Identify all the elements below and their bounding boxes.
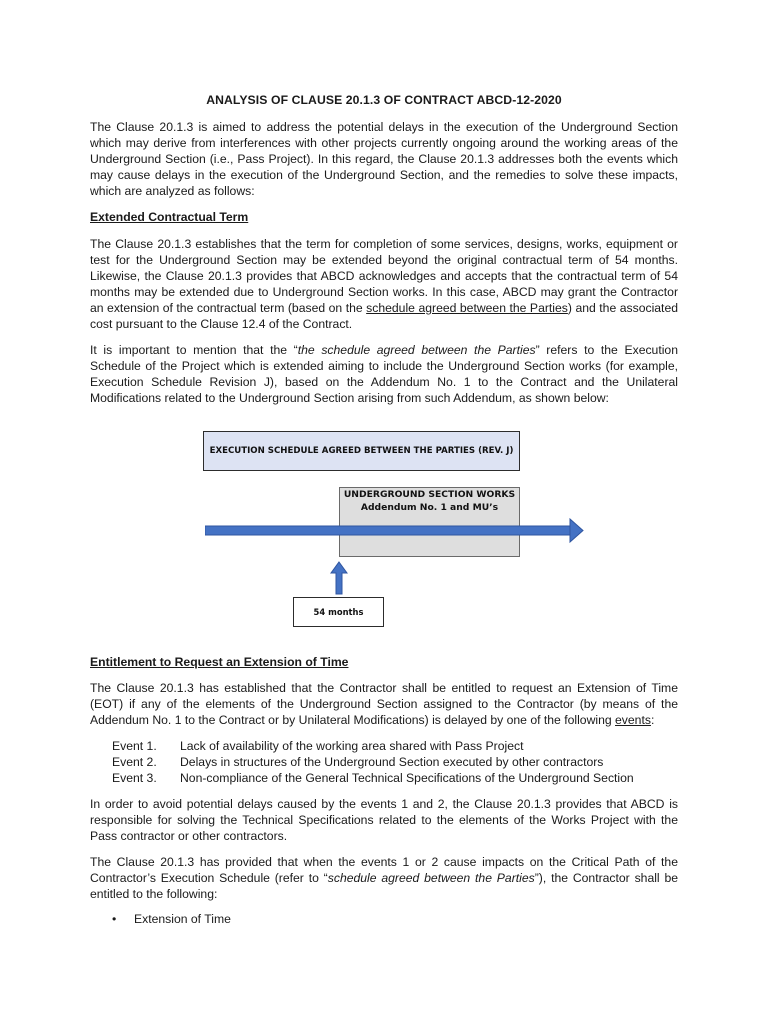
paragraph-schedule xyxy=(90,342,678,406)
p3-text-b: : xyxy=(650,713,655,727)
event-row xyxy=(112,738,634,754)
event-text: Delays in structures of the Underground Section executed by other contractors xyxy=(180,755,604,769)
timeline-arrow xyxy=(205,518,585,544)
entitlement-bullets xyxy=(112,912,231,926)
event-row xyxy=(112,770,634,786)
paragraph-entitlement xyxy=(90,680,678,728)
paragraph-critical-path xyxy=(90,854,678,902)
bullet-item: • Extension of Time xyxy=(112,912,231,926)
event-text: Lack of availability of the working area shared with Pass Project xyxy=(180,739,524,753)
underground-works-box xyxy=(339,487,520,557)
paragraph-responsibility: In order to avoid potential delays caused by the events 1 and 2, the Clause 20.1.3 provides that ABCD is responsible for solving the Technical Specifications related to the elements of the Works Project with the Pass contractor or other contractors. xyxy=(90,797,678,843)
execution-schedule-box: EXECUTION SCHEDULE AGREED BETWEEN THE PARTIES (REV. J) xyxy=(203,431,520,471)
underground-works-subtitle: Addendum No. 1 and MU’s xyxy=(360,502,499,513)
heading-extended-term: Extended Contractual Term xyxy=(90,210,249,224)
event-row xyxy=(112,754,634,770)
intro-paragraph: The Clause 20.1.3 is aimed to address the potential delays in the execution of the Underground Section which may derive from interferences with other projects currently ongoing around the working areas of the Underground Section (i.e., Pass Project). In this regard, the Clause 20.1.3 addresses both the events which may cause delays in the execution of the Underground Section, and the remedies to solve these impacts, which are analyzed as follows: xyxy=(90,120,678,198)
p1-text-a: The Clause 20.1.3 establishes that the term for completion of some services, designs, works, equipment or test for the Underground Section may be extended beyond the original contractual term of 54 months. Likewise, the Clause 20.1.3 provides that ABCD acknowledges and accepts that the contractual term of 54 months may be extended due to Underground Section works. In this case, ABCD may grant the Contractor an extension of the contractual term (based on the xyxy=(90,237,678,315)
paragraph-extended-term xyxy=(90,236,678,332)
p2-text-a: It is important to mention that the “ xyxy=(90,343,298,357)
p1-text-b: ) and the associated cost pursuant to the Clause 12.4 of the Contract. xyxy=(90,301,678,331)
events-link: events xyxy=(615,713,651,727)
p2-text-b: ” refers to the Execution Schedule of the Project which is extended aiming to include the Underground Section works (for example, Execution Schedule Revision J), based on the Addendum No. 1 to the Contract and the Unilateral Modifications related to the Underground Section arising from such Addendum, as shown below: xyxy=(90,343,678,405)
p3-text-a: The Clause 20.1.3 has established that the Contractor shall be entitled to request an Extension of Time (EOT) if any of the elements of the Underground Section assigned to the Contractor (by means of the Addendum No. 1 to the Contract or by Unilateral Modifications) is delayed by one of the following xyxy=(90,681,678,727)
p5-italic: schedule agreed between the Parties xyxy=(327,871,535,885)
p2-italic: the schedule agreed between the Parties xyxy=(297,343,536,357)
duration-label-box: 54 months xyxy=(293,597,384,627)
event-text: Non-compliance of the General Technical Specifications of the Underground Section xyxy=(180,771,634,785)
event-label: Event 3. xyxy=(112,771,157,785)
p5-text-a: The Clause 20.1.3 has provided that when the events 1 or 2 cause impacts on the Critical Path of the Contractor’s Execution Schedule (refer to “ xyxy=(90,855,678,885)
milestone-up-arrow xyxy=(330,561,348,595)
event-label: Event 1. xyxy=(112,739,157,753)
heading-entitlement: Entitlement to Request an Extension of Time xyxy=(90,655,349,669)
document-title: ANALYSIS OF CLAUSE 20.1.3 OF CONTRACT ABCD-12-2020 xyxy=(206,93,562,107)
events-list xyxy=(112,738,634,786)
underground-works-title: UNDERGROUND SECTION WORKS xyxy=(343,489,516,500)
schedule-link: schedule agreed between the Parties xyxy=(366,301,568,315)
event-label: Event 2. xyxy=(112,755,157,769)
p5-text-b: ”), the Contractor shall be entitled to the following: xyxy=(90,871,679,901)
